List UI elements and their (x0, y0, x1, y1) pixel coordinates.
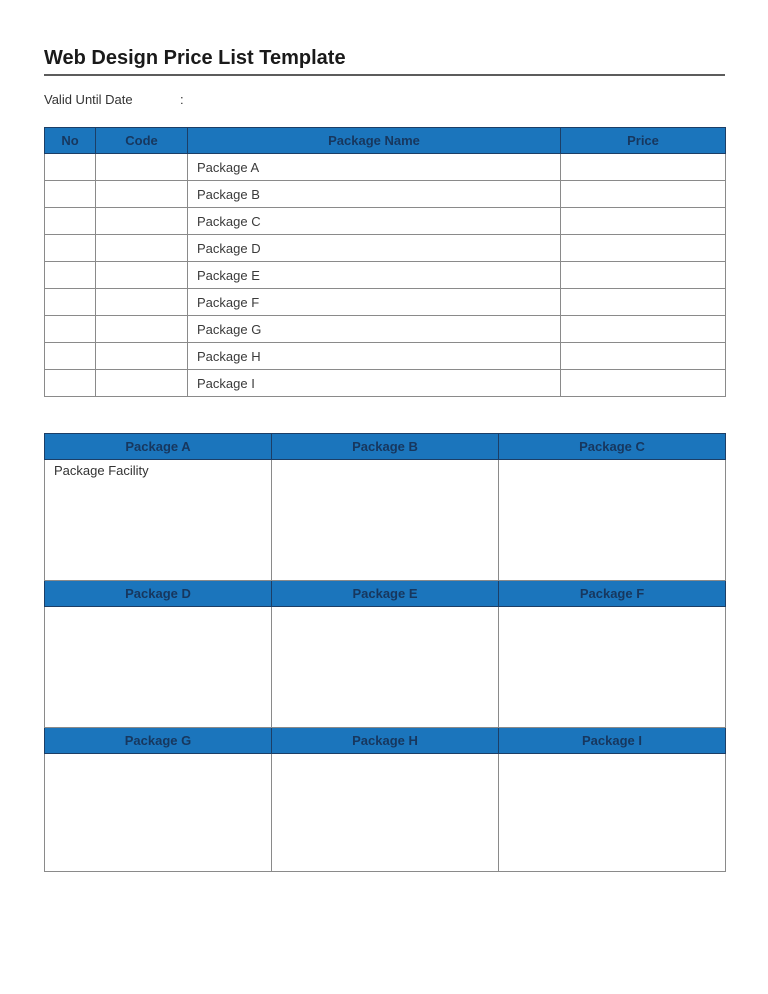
grid-cell-package-c-facility (499, 460, 726, 581)
cell-code (96, 235, 188, 262)
cell-code (96, 154, 188, 181)
grid-header-package-c: Package C (499, 434, 726, 460)
price-table (44, 127, 726, 397)
cell-package-name: Package G (188, 316, 561, 343)
table-row (45, 154, 726, 181)
cell-package-name: Package I (188, 370, 561, 397)
grid-header-package-g: Package G (45, 728, 272, 754)
cell-price (561, 262, 726, 289)
column-header-price: Price (561, 128, 726, 154)
cell-package-name: Package H (188, 343, 561, 370)
cell-no (45, 208, 96, 235)
cell-package-name: Package A (188, 154, 561, 181)
grid-body-row (45, 607, 726, 728)
cell-package-name: Package F (188, 289, 561, 316)
cell-package-name: Package C (188, 208, 561, 235)
price-table-header-row (45, 128, 726, 154)
grid-header-package-f: Package F (499, 581, 726, 607)
cell-code (96, 262, 188, 289)
grid-cell-package-d-facility (45, 607, 272, 728)
column-header-code: Code (96, 128, 188, 154)
cell-package-name: Package D (188, 235, 561, 262)
cell-code (96, 181, 188, 208)
cell-price (561, 154, 726, 181)
page-title: Web Design Price List Template (44, 47, 346, 69)
valid-until-colon: : (180, 92, 184, 107)
grid-header-row (45, 434, 726, 460)
grid-cell-package-b-facility (272, 460, 499, 581)
cell-price (561, 289, 726, 316)
cell-no (45, 235, 96, 262)
grid-cell-package-e-facility (272, 607, 499, 728)
grid-cell-package-i-facility (499, 754, 726, 872)
column-header-no: No (45, 128, 96, 154)
grid-header-package-e: Package E (272, 581, 499, 607)
column-header-package-name: Package Name (188, 128, 561, 154)
table-row (45, 262, 726, 289)
package-detail-grid (44, 433, 726, 872)
grid-header-package-h: Package H (272, 728, 499, 754)
grid-header-package-d: Package D (45, 581, 272, 607)
table-row (45, 208, 726, 235)
cell-price (561, 181, 726, 208)
grid-header-row (45, 581, 726, 607)
table-row (45, 370, 726, 397)
title-divider (44, 74, 725, 76)
grid-header-package-b: Package B (272, 434, 499, 460)
cell-code (96, 208, 188, 235)
cell-price (561, 343, 726, 370)
cell-price (561, 235, 726, 262)
cell-no (45, 262, 96, 289)
cell-no (45, 370, 96, 397)
grid-cell-package-a-facility: Package Facility (45, 460, 272, 581)
grid-header-package-i: Package I (499, 728, 726, 754)
cell-price (561, 370, 726, 397)
cell-code (96, 289, 188, 316)
table-row (45, 181, 726, 208)
grid-cell-package-h-facility (272, 754, 499, 872)
cell-no (45, 316, 96, 343)
valid-until-label: Valid Until Date (44, 92, 133, 107)
table-row (45, 289, 726, 316)
grid-body-row (45, 754, 726, 872)
cell-no (45, 181, 96, 208)
table-row (45, 235, 726, 262)
cell-code (96, 343, 188, 370)
grid-header-package-a: Package A (45, 434, 272, 460)
cell-package-name: Package E (188, 262, 561, 289)
cell-code (96, 316, 188, 343)
table-row (45, 343, 726, 370)
table-row (45, 316, 726, 343)
grid-body-row (45, 460, 726, 581)
cell-price (561, 316, 726, 343)
cell-package-name: Package B (188, 181, 561, 208)
grid-cell-package-g-facility (45, 754, 272, 872)
valid-until-row (44, 92, 725, 107)
document-content (44, 0, 725, 872)
cell-no (45, 289, 96, 316)
grid-header-row (45, 728, 726, 754)
cell-no (45, 154, 96, 181)
grid-cell-package-f-facility (499, 607, 726, 728)
cell-no (45, 343, 96, 370)
cell-code (96, 370, 188, 397)
cell-price (561, 208, 726, 235)
